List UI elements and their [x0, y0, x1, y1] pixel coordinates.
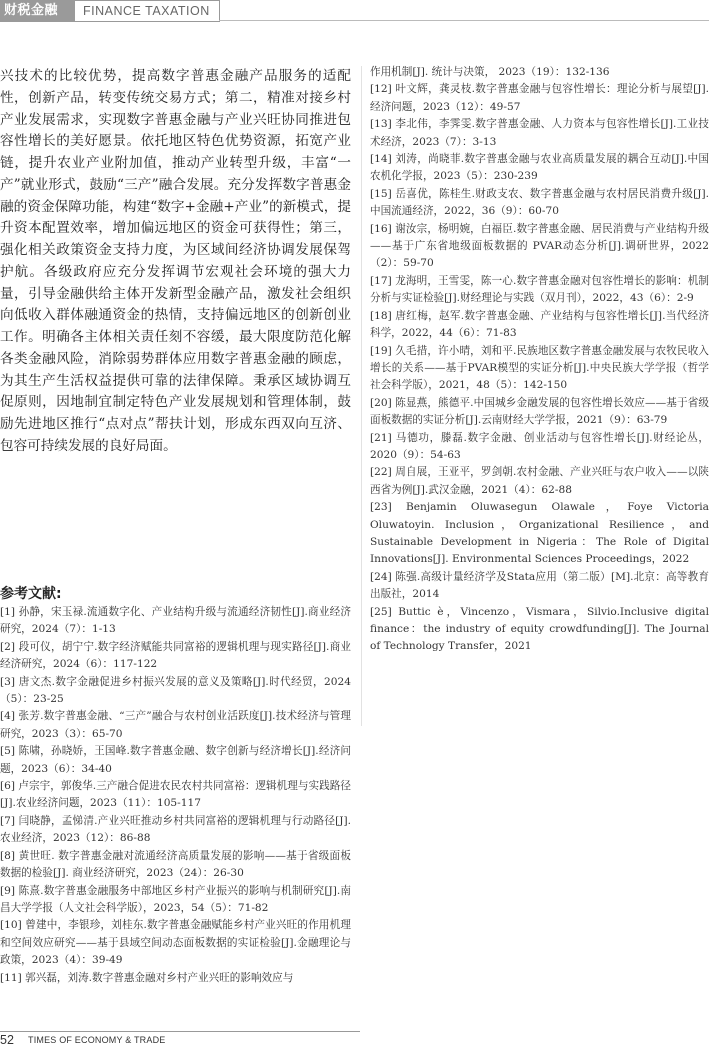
references-title: 参考文献:	[0, 586, 62, 602]
reference-item: [11] 郭兴磊，刘涛.数字普惠金融对乡村产业兴旺的影响效应与	[0, 971, 294, 984]
page-header	[0, 0, 709, 22]
reference-item: [5] 陈啸，孙晓娇，王国峰.数字普惠金融、数字创新与经济增长[J].经济问题，2023（6）：34-40	[0, 745, 351, 775]
reference-item: [25] Buttic è，Vincenzo，Vismara，Silvio.Inclusive digital finance：the industry of equity crowdfunding[J]. The Journal of Technology Transfer，2021	[370, 605, 709, 653]
page-number: 52	[0, 1033, 14, 1047]
reference-item: [18] 唐红梅，赵军.数字普惠金融、产业结构与包容性增长[J].当代经济科学，2022，44（6）：71-83	[370, 309, 709, 340]
reference-item: [10] 曾建中，李银珍，刘桂东.数字普惠金融赋能乡村产业兴旺的作用机理和空间效应研究——基于县域空间动态面板数据的实证检验[J].金融理论与政策，2023（4）：39-49	[0, 919, 351, 967]
column-divider	[361, 66, 362, 726]
body-paragraph: 兴技术的比较优势，提高数字普惠金融产品服务的适配性，创新产品，转变传统交易方式；第二，精准对接乡村产业发展需求，实现数字普惠金融与产业兴旺协同推进包容性增长的美好愿景。依托地区特色优势资源，拓宽产业链，提升农业产业附加值，推动产业转型升级，丰富“一产”就业形式，鼓励“三产”融合发展。充分发挥数字普惠金融的资金保障功能，构建“数字+金融+产业”的新模式，提升资本配置效率，增加偏远地区的资金可获得性；第三，强化相关政策资金支持力度，为区域间经济协调发展保驾护航。各级政府应充分发挥调节宏观社会环境的强大力量，引导金融供给主体开发新型金融产品，激发社会组织向低收入群体融通资金的热情，支持偏远地区的创新创业工作。明确各主体相关责任刻不容缓，最大限度防范化解各类金融风险，消除弱势群体应用数字普惠金融的顾虑，为其生产生活权益提供可靠的法律保障。秉承区域协调互促原则，因地制宜制定特色产业发展规划和管理体制，鼓励先进地区推行“点对点”帮扶计划，形成东西双向互济、包容可持续发展的良好局面。	[0, 68, 351, 454]
reference-item: [21] 马德功，滕磊.数字金融、创业活动与包容性增长[J].财经论丛，2020（9）：54-63	[370, 431, 709, 461]
column-name-block	[0, 0, 75, 22]
column-name-en-box	[75, 0, 220, 22]
reference-item: [14] 刘涛，尚晓菲.数字普惠金融与农业高质量发展的耦合互动[J].中国农机化学报，2023（5）：230-239	[370, 153, 709, 183]
column-name: 财税金融	[4, 3, 59, 18]
column-name-en: FINANCE TAXATION	[83, 4, 210, 18]
reference-item: [24] 陈强.高级计量经济学及Stata应用（第二版）[M].北京：高等教育出版社，2014	[370, 570, 709, 601]
reference-item: [3] 唐文杰.数字金融促进乡村振兴发展的意义及策略[J].时代经贸，2024（5）：23-25	[0, 675, 351, 706]
reference-item: [23] Benjamin Oluwasegun Olawale，Foye Victoria Oluwatoyin. Inclusion，Organizational Resilience，and Sustainable Development in Nigeria：The Role of Digital Innovations[J]. Environmental Sciences Proceedings，2022	[370, 501, 709, 566]
reference-item: [2] 段可仪，胡宁宁.数字经济赋能共同富裕的逻辑机理与现实路径[J].商业经济研究，2024（6）：117-122	[0, 640, 351, 671]
reference-item: [22] 周自展，王亚平，罗剑朝.农村金融、产业兴旺与农户收入——以陕西省为例[J].武汉金融，2021（4）：62-88	[370, 466, 709, 496]
references-list-right	[370, 64, 709, 656]
footer-rule	[0, 1031, 360, 1032]
reference-item: [17] 龙海明，王雪雯，陈一心.数字普惠金融对包容性增长的影响：机制分析与实证检验[J].财经理论与实践（双月刊），2022，43（6）：2-9	[370, 274, 709, 305]
magazine-name: TIMES OF ECONOMY & TRADE	[28, 1035, 166, 1045]
reference-item: [4] 张芳.数字普惠金融、“三产”融合与农村创业活跃度[J].技术经济与管理研究，2023（3）：65-70	[0, 710, 351, 740]
reference-item: [15] 岳喜优，陈桂生.财政支农、数字普惠金融与农村居民消费升级[J].中国流通经济，2022，36（9）：60-70	[370, 187, 709, 218]
reference-item: [12] 叶文辉，龚灵枝.数字普惠金融与包容性增长：理论分析与展望[J].经济问题，2023（12）：49-57	[370, 83, 709, 113]
reference-item: 作用机制[J]. 统计与决策， 2023（19）：132-136	[370, 66, 610, 78]
references-list-left	[0, 604, 351, 987]
reference-item: [16] 谢汝宗，杨明婉，白福臣.数字普惠金融、居民消费与产业结构升级——基于广东省地级面板数据的 PVAR动态分析[J].调研世界，2022（2）：59-70	[370, 222, 709, 270]
reference-item: [20] 陈显燕，熊德平.中国城乡金融发展的包容性增长效应——基于省级面板数据的实证分析[J].云南财经大学学报，2021（9）：63-79	[370, 396, 709, 427]
reference-item: [19] 久毛措，许小晴，刘和平.民族地区数字普惠金融发展与农牧民收入增长的关系——基于PVAR模型的实证分析[J].中央民族大学学报（哲学社会科学版），2021，48（5）：142-150	[370, 344, 709, 392]
reference-item: [7] 闫晓静，孟悌清.产业兴旺推动乡村共同富裕的逻辑机理与行动路径[J].农业经济，2023（12）：86-88	[0, 814, 351, 845]
reference-item: [1] 孙静，宋玉禄.流通数字化、产业结构升级与流通经济韧性[J].商业经济研究，2024（7）：1-13	[0, 606, 351, 636]
reference-item: [13] 李北伟，李霁雯.数字普惠金融、人力资本与包容性增长[J].工业技术经济，2023（7）：3-13	[370, 118, 709, 148]
reference-item: [9] 陈熹.数字普惠金融服务中部地区乡村产业振兴的影响与机制研究[J].南昌大学学报（人文社会科学版），2023，54（5）：71-82	[0, 884, 351, 914]
reference-item: [8] 黄世旺. 数字普惠金融对流通经济高质量发展的影响——基于省级面板数据的检验[J]. 商业经济研究，2023（24）：26-30	[0, 849, 351, 880]
header-rule	[219, 20, 709, 21]
reference-item: [6] 卢宗宇，郭俊华.三产融合促进农民农村共同富裕：逻辑机理与实践路径[J].农业经济问题，2023（11）：105-117	[0, 780, 351, 810]
